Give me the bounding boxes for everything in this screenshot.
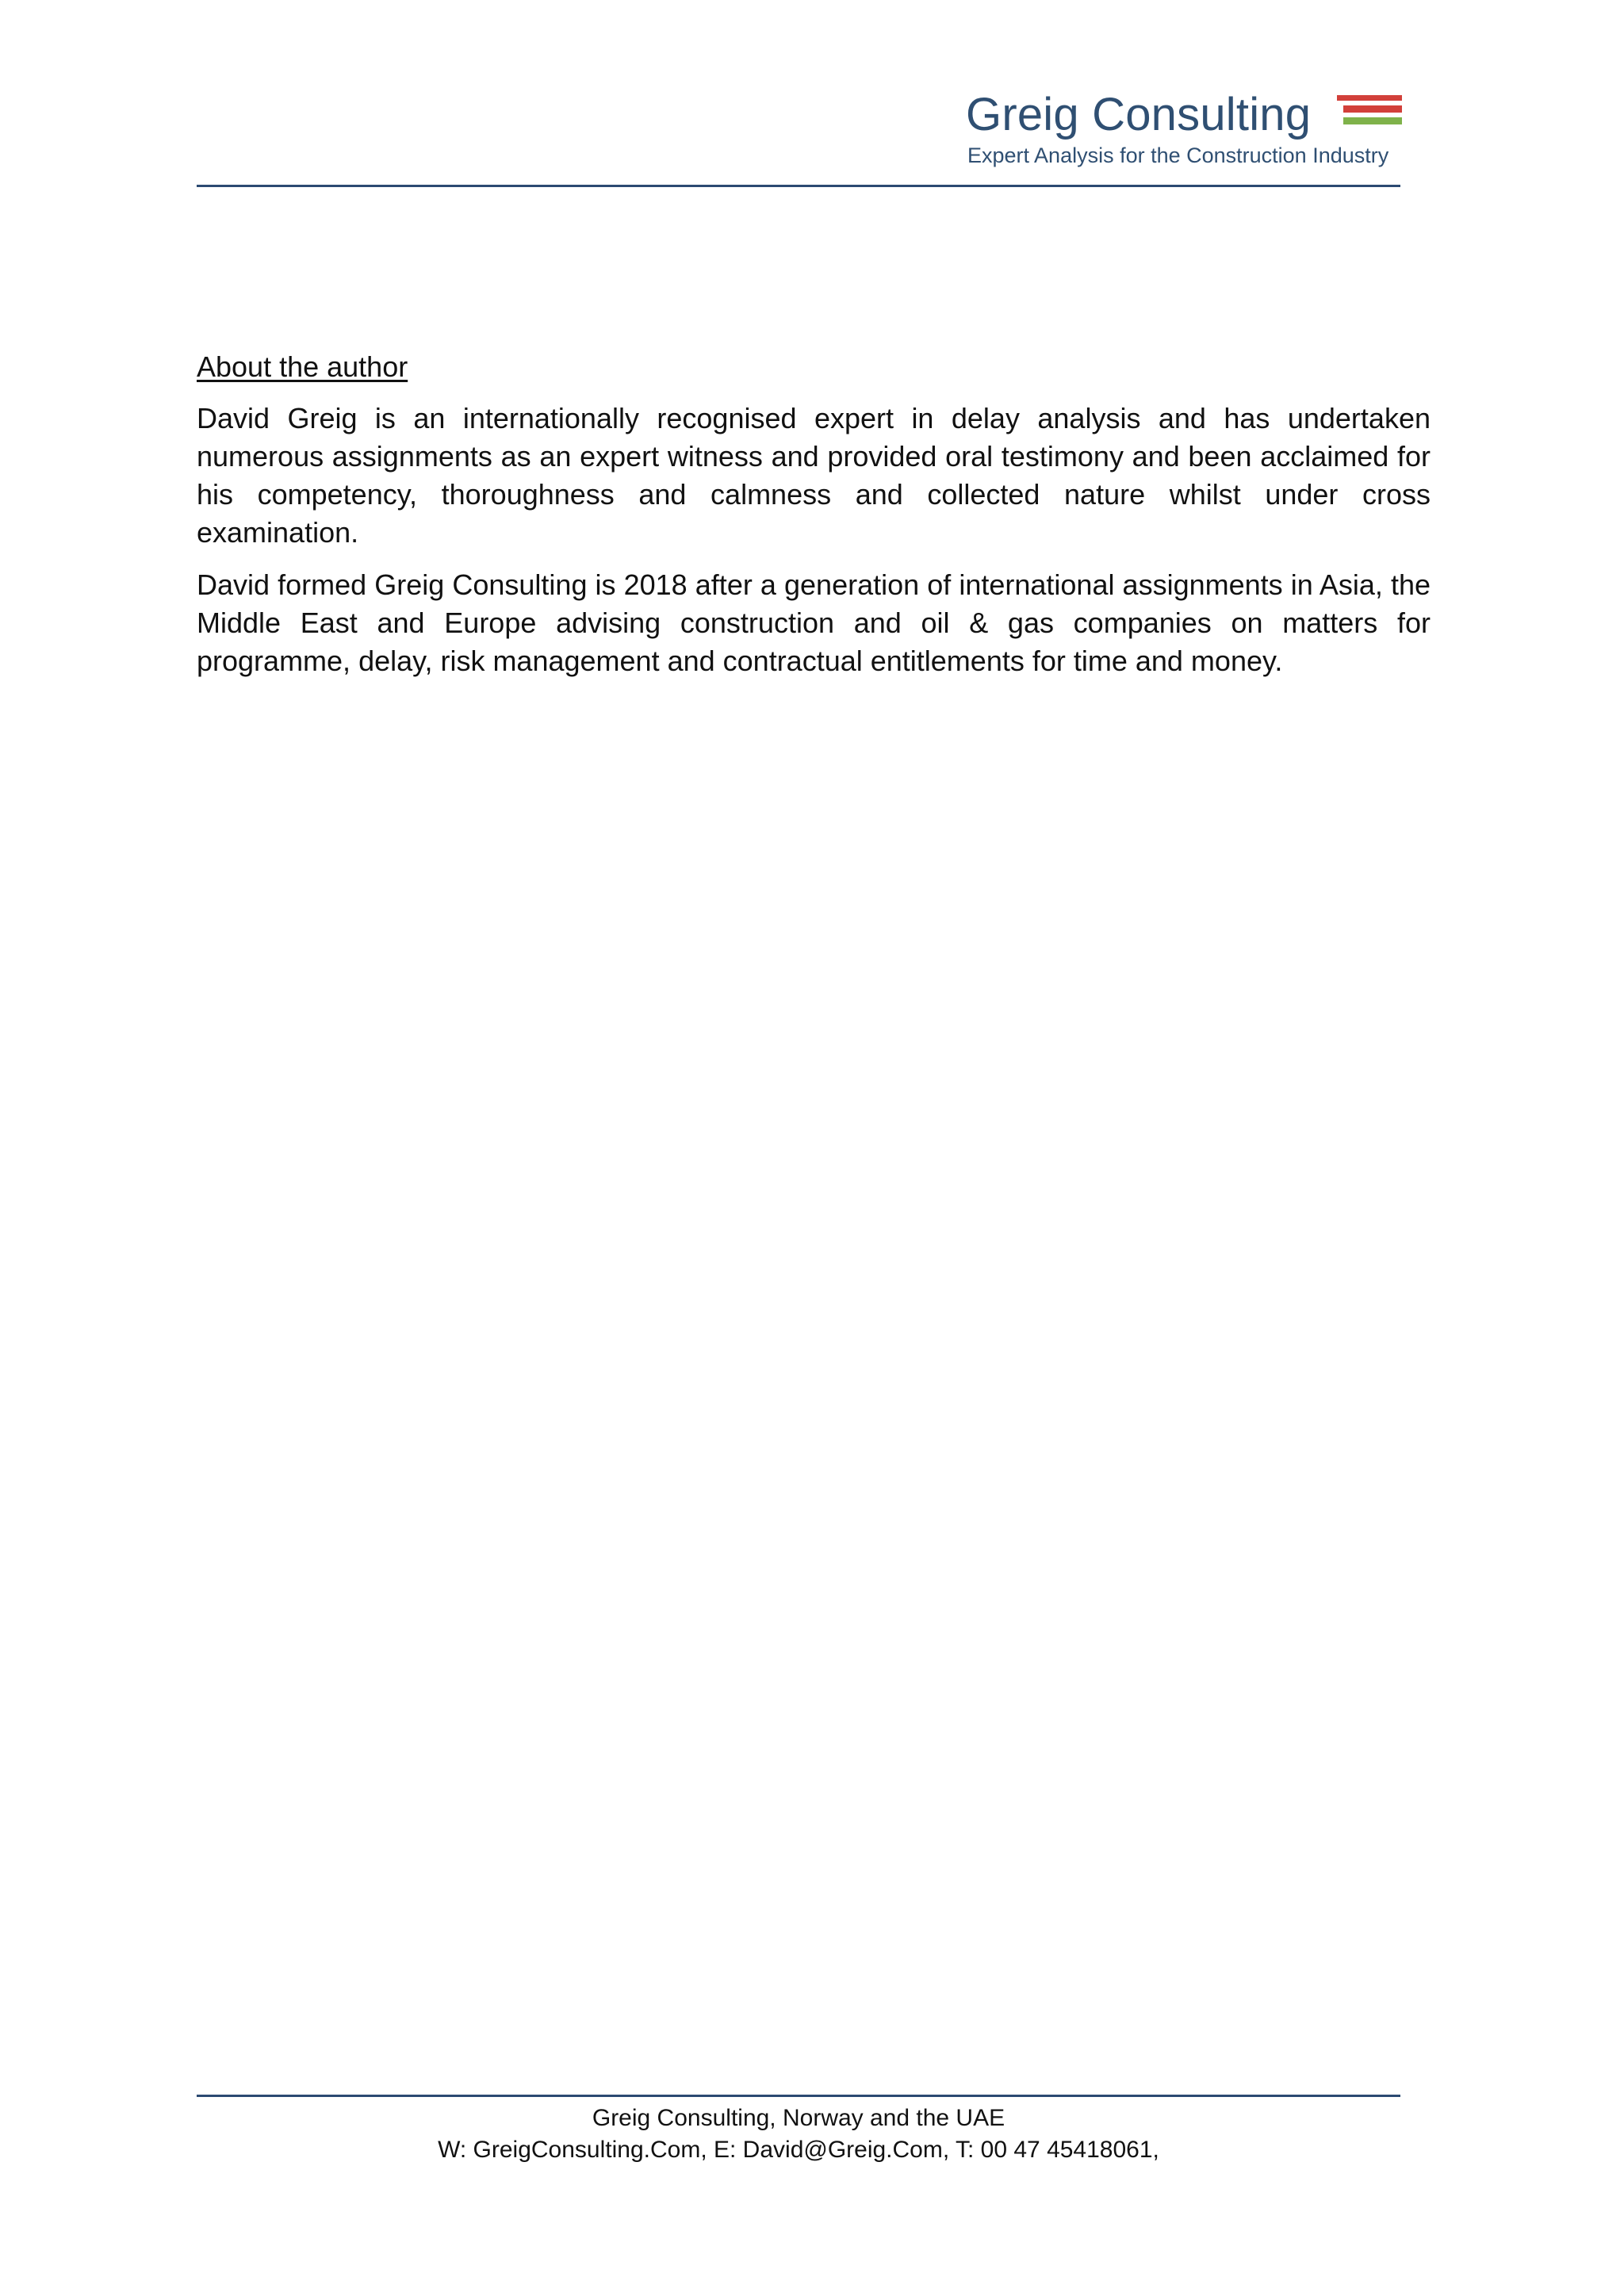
footer-divider <box>197 2095 1400 2097</box>
paragraph-1: David Greig is an internationally recognised expert in delay analysis and has undertaken numerous assignments as an expert witness and provided oral testimony and been acclaimed for his competency, thoroughness and calmness and collected nature whilst under cross examination. <box>197 402 1431 549</box>
logo-title: Greig Consulting <box>966 89 1312 140</box>
paragraph-2: David formed Greig Consulting is 2018 after a generation of international assignments in Asia, the Middle East and Europe advising construction and oil & gas companies on matters for programme, delay, risk management and contractual entitlements for time and money. <box>197 568 1431 677</box>
document-body <box>197 349 1431 695</box>
logo-subtitle: Expert Analysis for the Construction Industry <box>967 144 1389 167</box>
page-footer <box>197 2103 1400 2166</box>
footer-contact-line: W: GreigConsulting.Com, E: David@Greig.Com, T: 00 47 45418061, <box>438 2137 1159 2163</box>
company-logo <box>966 86 1400 174</box>
header-divider <box>197 185 1400 187</box>
section-heading: About the author <box>197 350 408 383</box>
logo-bars-icon <box>1337 95 1402 130</box>
footer-company-line: Greig Consulting, Norway and the UAE <box>592 2105 1005 2131</box>
